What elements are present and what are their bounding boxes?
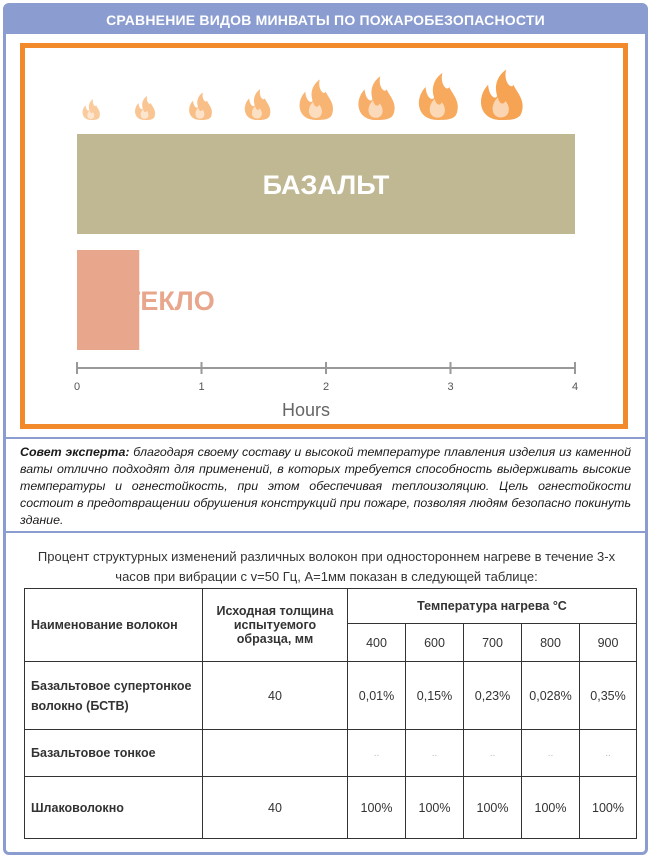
row-thickness [203, 730, 348, 777]
row-thickness: 40 [203, 662, 348, 730]
tick-label: 4 [571, 381, 579, 393]
expert-advice-lead: Совет эксперта: [20, 445, 130, 459]
row-value: 0,15% [406, 662, 464, 730]
x-axis-label: Hours [281, 400, 331, 420]
flame-icon [300, 80, 333, 121]
flame-icon [189, 92, 212, 120]
row-value: 100% [522, 777, 580, 839]
row-thickness: 40 [203, 777, 348, 839]
flame-icon [245, 89, 271, 120]
table-caption: Процент структурных изменений различных волокон при одностороннем нагреве в течение 3-х часов при вибрации с v=50 Гц, А=1мм показан в следующей таблице: [37, 549, 616, 584]
fire-resistance-chart [20, 43, 628, 429]
row-value: .. [406, 730, 464, 777]
row-name: Базальтовое тонкое [25, 730, 203, 777]
flame-icon [135, 96, 155, 120]
header-thickness: Исходная толщина испытуемого образца, мм [203, 589, 348, 662]
row-value: 100% [348, 777, 406, 839]
row-value: 100% [406, 777, 464, 839]
row-value: .. [522, 730, 580, 777]
table-row [25, 777, 637, 839]
row-value: 0,028% [522, 662, 580, 730]
bar-label: СТЕКЛО [105, 286, 215, 316]
row-value: .. [580, 730, 637, 777]
row-value: .. [348, 730, 406, 777]
temp-600: 600 [406, 624, 464, 662]
flame-icon [419, 73, 458, 120]
row-value: 100% [580, 777, 637, 839]
temp-900: 900 [580, 624, 637, 662]
bar-label: БАЗАЛЬТ [262, 170, 390, 200]
row-value: 0,35% [580, 662, 637, 730]
table-row [25, 730, 637, 777]
header-temperature: Температура нагрева °С [348, 589, 637, 624]
tick-label: 0 [73, 381, 81, 393]
table-row [25, 662, 637, 730]
flame-icon [83, 99, 100, 120]
header-fiber-name: Наименование волокон [25, 589, 203, 662]
row-name: Шлаковолокно [25, 777, 203, 839]
temp-400: 400 [348, 624, 406, 662]
fiber-table [24, 588, 637, 839]
flame-icon [358, 76, 394, 120]
expert-advice-text: благодаря своему составу и высокой температуре плавления изделия из каменной ваты отлично подходят для применений, в которых требуется способность выдерживать высокие температуры и огнестойкость, при этом обеспечивая теплоизоляцию. Цель огнестойкости состоит в предотвращении обрушения конструкций при пожаре, позволяя людям безопасно покинуть здание. [20, 445, 631, 527]
flames-row [83, 70, 523, 120]
expert-advice [20, 444, 631, 529]
tick-label: 1 [198, 381, 205, 393]
flame-icon [481, 70, 523, 120]
temp-700: 700 [464, 624, 522, 662]
divider [6, 531, 645, 533]
row-value: 100% [464, 777, 522, 839]
tick-label: 3 [447, 381, 454, 393]
x-axis [74, 362, 578, 420]
bars-group [77, 134, 575, 350]
chart-svg [25, 48, 623, 424]
divider [6, 437, 645, 439]
row-value: 0,23% [464, 662, 522, 730]
page-title: СРАВНЕНИЕ ВИДОВ МИНВАТЫ ПО ПОЖАРОБЕЗОПАСНОСТИ [6, 6, 645, 34]
row-name: Базальтовое супертонкое волокно (БСТВ) [25, 662, 203, 730]
row-value: .. [464, 730, 522, 777]
temp-800: 800 [522, 624, 580, 662]
row-value: 0,01% [348, 662, 406, 730]
tick-label: 2 [322, 381, 330, 393]
infographic-frame [3, 3, 648, 855]
